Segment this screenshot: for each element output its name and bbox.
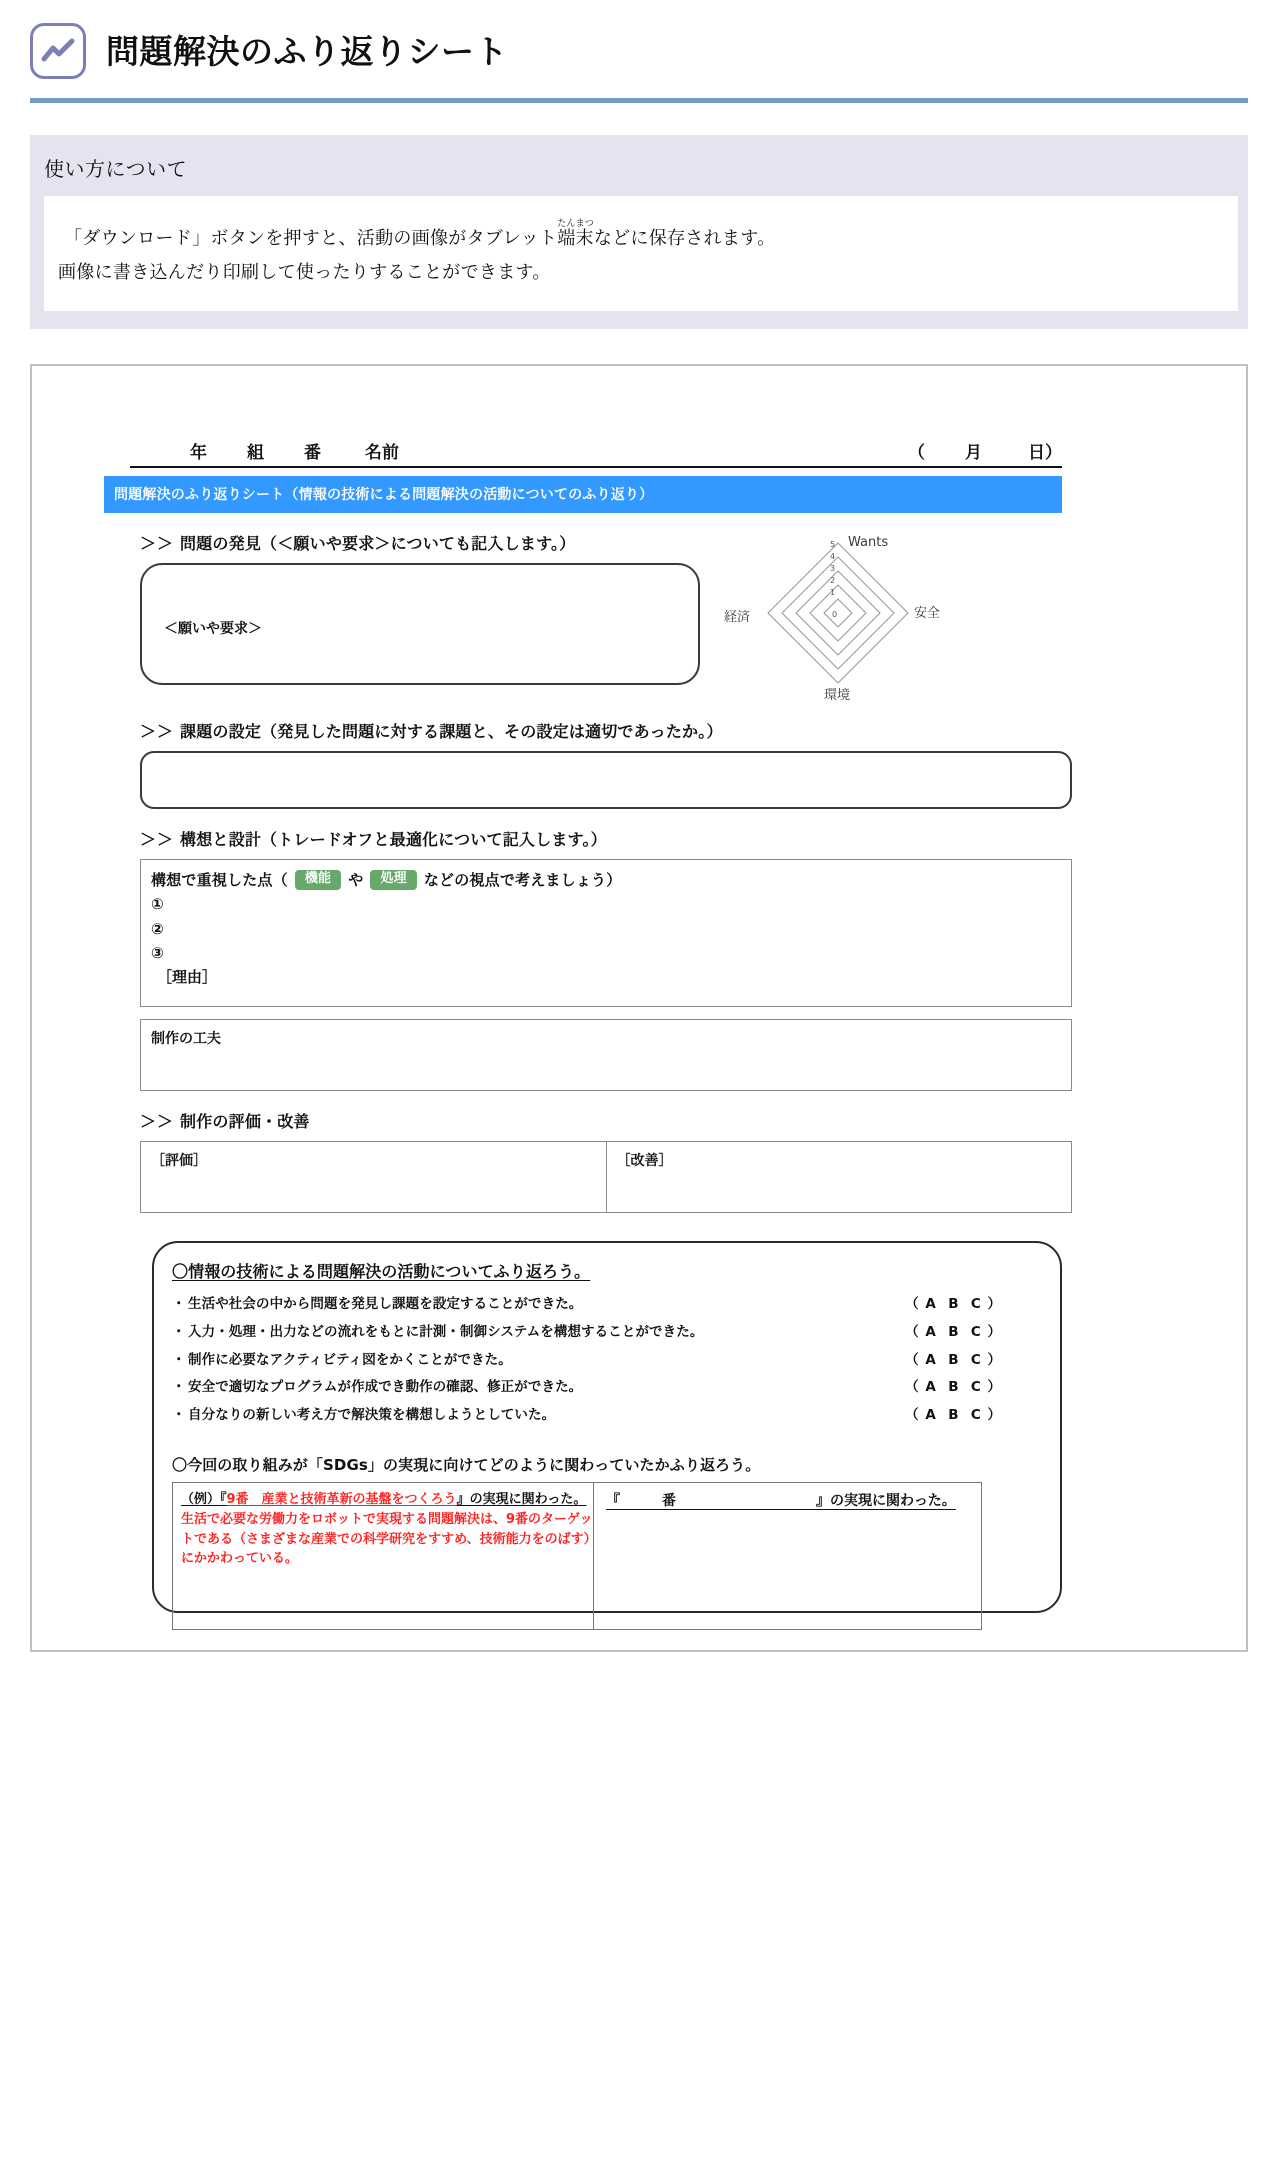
- concept-prompt-line: [151, 869, 1071, 890]
- instructions-title: 使い方について: [44, 159, 188, 181]
- problem-discovery-input-box[interactable]: [140, 563, 700, 685]
- line-chart-icon: [30, 23, 86, 79]
- section-heading-text: 問題の発見（＜願いや要求＞についても記入します。）: [180, 534, 576, 554]
- checklist-row: [172, 1402, 1060, 1430]
- instructions-line-1-before: 「ダウンロード」ボタンを押すと、活動の画像がタブレット: [64, 228, 558, 248]
- concept-prompt-prefix: 構想で重視した点（: [151, 871, 288, 890]
- svg-text:2: 2: [830, 576, 836, 586]
- bullet-icon: ・: [172, 1296, 186, 1313]
- rating-options[interactable]: （ A B C ）: [905, 1379, 1002, 1396]
- production-ingenuity-input-box[interactable]: [140, 1019, 1072, 1091]
- wishes-requirements-placeholder: ＜願いや要求＞: [164, 621, 262, 638]
- radar-chart: [720, 521, 970, 701]
- field-label-class: 組: [247, 443, 264, 464]
- paren-open: （: [908, 443, 925, 464]
- sdgs-table: [172, 1482, 982, 1630]
- rating-options[interactable]: （ A B C ）: [905, 1407, 1002, 1424]
- rating-options[interactable]: （ A B C ）: [905, 1324, 1002, 1341]
- radar-axis-label-wants: Wants: [848, 535, 889, 551]
- checklist-row: [172, 1319, 1060, 1347]
- page-header: [0, 0, 1278, 72]
- section-heading-evaluation: [140, 1109, 1134, 1132]
- header-divider: [30, 98, 1248, 103]
- task-setting-input-box[interactable]: [140, 751, 1072, 809]
- field-label-year: 年: [190, 443, 207, 464]
- evaluation-cell-improvement[interactable]: ［改善］: [606, 1142, 1072, 1212]
- checklist-label: 自分なりの新しい考え方で解決策を構想しようとしていた。: [188, 1407, 556, 1424]
- instructions-panel: [30, 135, 1248, 329]
- instructions-line-1: [44, 218, 1238, 255]
- field-label-name: 名前: [365, 443, 399, 464]
- sdgs-example-note: 生活で必要な労働力をロボットで実現する問題解決は、9番のターゲットである（さまざまな産業での科学研究をすすめ、技術能力をのばす）にかかわっている。: [181, 1511, 593, 1567]
- bullet-icon: ・: [172, 1407, 186, 1424]
- ruby-base: 端末: [557, 228, 594, 248]
- section-heading-problem-discovery: [140, 531, 1134, 554]
- svg-text:5: 5: [830, 540, 836, 550]
- sdgs-reflection-title: 〇今回の取り組みが「SDGs」の実現に向けてどのように関わっていたかふり返ろう。: [172, 1455, 761, 1474]
- worksheet-sheet: [104, 438, 1134, 1613]
- bullet-icon: ・: [172, 1324, 186, 1341]
- concept-item-3: ③: [151, 943, 164, 962]
- svg-text:4: 4: [830, 552, 836, 562]
- concept-prompt-suffix: などの視点で考えましょう）: [423, 871, 622, 890]
- radar-axis-label-safety: 安全: [914, 606, 941, 622]
- section-arrow: ＞＞: [140, 1112, 175, 1132]
- section-arrow: ＞＞: [140, 830, 175, 850]
- section-heading-text: 制作の評価・改善: [180, 1112, 310, 1132]
- reflection-box: [152, 1241, 1062, 1613]
- svg-text:0: 0: [832, 610, 838, 620]
- concept-item-1: ①: [151, 895, 164, 914]
- section-arrow: ＞＞: [140, 722, 175, 742]
- section-arrow: ＞＞: [140, 534, 175, 554]
- tanmatsu-ruby: [557, 218, 594, 248]
- section-heading-task-setting: [140, 719, 1134, 742]
- radar-axis-label-environment: 環境: [824, 688, 851, 702]
- checklist-label: 安全で適切なプログラムが作成でき動作の確認、修正ができた。: [188, 1379, 583, 1396]
- section-heading-concept-design: [140, 827, 1134, 850]
- concept-design-input-box[interactable]: [140, 859, 1072, 1007]
- svg-text:1: 1: [830, 588, 836, 598]
- sdgs-answer-cell[interactable]: [593, 1483, 981, 1629]
- checklist-row: [172, 1291, 1060, 1319]
- svg-text:3: 3: [830, 564, 836, 574]
- rating-options[interactable]: （ A B C ）: [905, 1351, 1002, 1368]
- concept-item-2: ②: [151, 919, 164, 938]
- field-label-month: 月: [965, 443, 982, 464]
- sdgs-example-suffix: 』の実現に関わった。: [456, 1491, 587, 1507]
- instructions-line-1-after: などに保存されます。: [593, 228, 776, 248]
- field-label-number: 番: [304, 443, 321, 464]
- sdgs-example-sentence: [181, 1490, 593, 1510]
- field-label-day: 日）: [1028, 443, 1062, 464]
- instructions-line-2: 画像に書き込んだり印刷して使ったりすることができます。: [58, 262, 551, 283]
- checklist-row: [172, 1374, 1060, 1402]
- page-title: 問題解決のふり返りシート: [106, 32, 508, 70]
- evaluation-cell-assessment[interactable]: ［評価］: [151, 1153, 207, 1170]
- concept-conjunction: や: [348, 871, 364, 890]
- evaluation-table: [140, 1141, 1072, 1213]
- checklist-label: 制作に必要なアクティビティ図をかくことができた。: [188, 1351, 512, 1368]
- checklist-row: [172, 1347, 1060, 1375]
- section-heading-text: 課題の設定（発見した問題に対する課題と、その設定は適切であったか。）: [180, 722, 723, 742]
- reflection-title: 〇情報の技術による問題解決の活動についてふり返ろう。: [172, 1262, 591, 1282]
- ruby-annotation: たんまつ: [557, 218, 594, 228]
- student-info-line: [130, 438, 1062, 468]
- chip-processing: 処理: [370, 870, 416, 889]
- section-heading-text: 構想と設計（トレードオフと最適化について記入します。）: [180, 830, 607, 850]
- reflection-checklist: [172, 1291, 1060, 1429]
- checklist-label: 入力・処理・出力などの流れをもとに計測・制御システムを構想することができた。: [188, 1324, 704, 1341]
- date-field-group: [908, 438, 1062, 463]
- sdgs-example-cell: [173, 1483, 593, 1629]
- concept-reason-label: ［理由］: [157, 968, 218, 987]
- sdgs-answer-blank: 『 番 』の実現に関わった。: [606, 1492, 956, 1509]
- production-ingenuity-label: 制作の工夫: [151, 1031, 221, 1048]
- sdgs-example-goal: 9番 産業と技術革新の基盤をつくろう: [226, 1491, 457, 1507]
- radar-axis-label-economy: 経済: [724, 610, 751, 626]
- rating-options[interactable]: （ A B C ）: [905, 1296, 1002, 1313]
- bullet-icon: ・: [172, 1351, 186, 1368]
- chip-function: 機能: [295, 870, 341, 889]
- sdgs-example-prefix: （例）『: [181, 1491, 227, 1507]
- worksheet-preview-frame: [30, 364, 1248, 1652]
- instructions-body: [44, 196, 1238, 311]
- bullet-icon: ・: [172, 1379, 186, 1396]
- worksheet-banner: 問題解決のふり返りシート（情報の技術による問題解決の活動についてのふり返り）: [104, 476, 1062, 513]
- checklist-label: 生活や社会の中から問題を発見し課題を設定することができた。: [188, 1296, 583, 1313]
